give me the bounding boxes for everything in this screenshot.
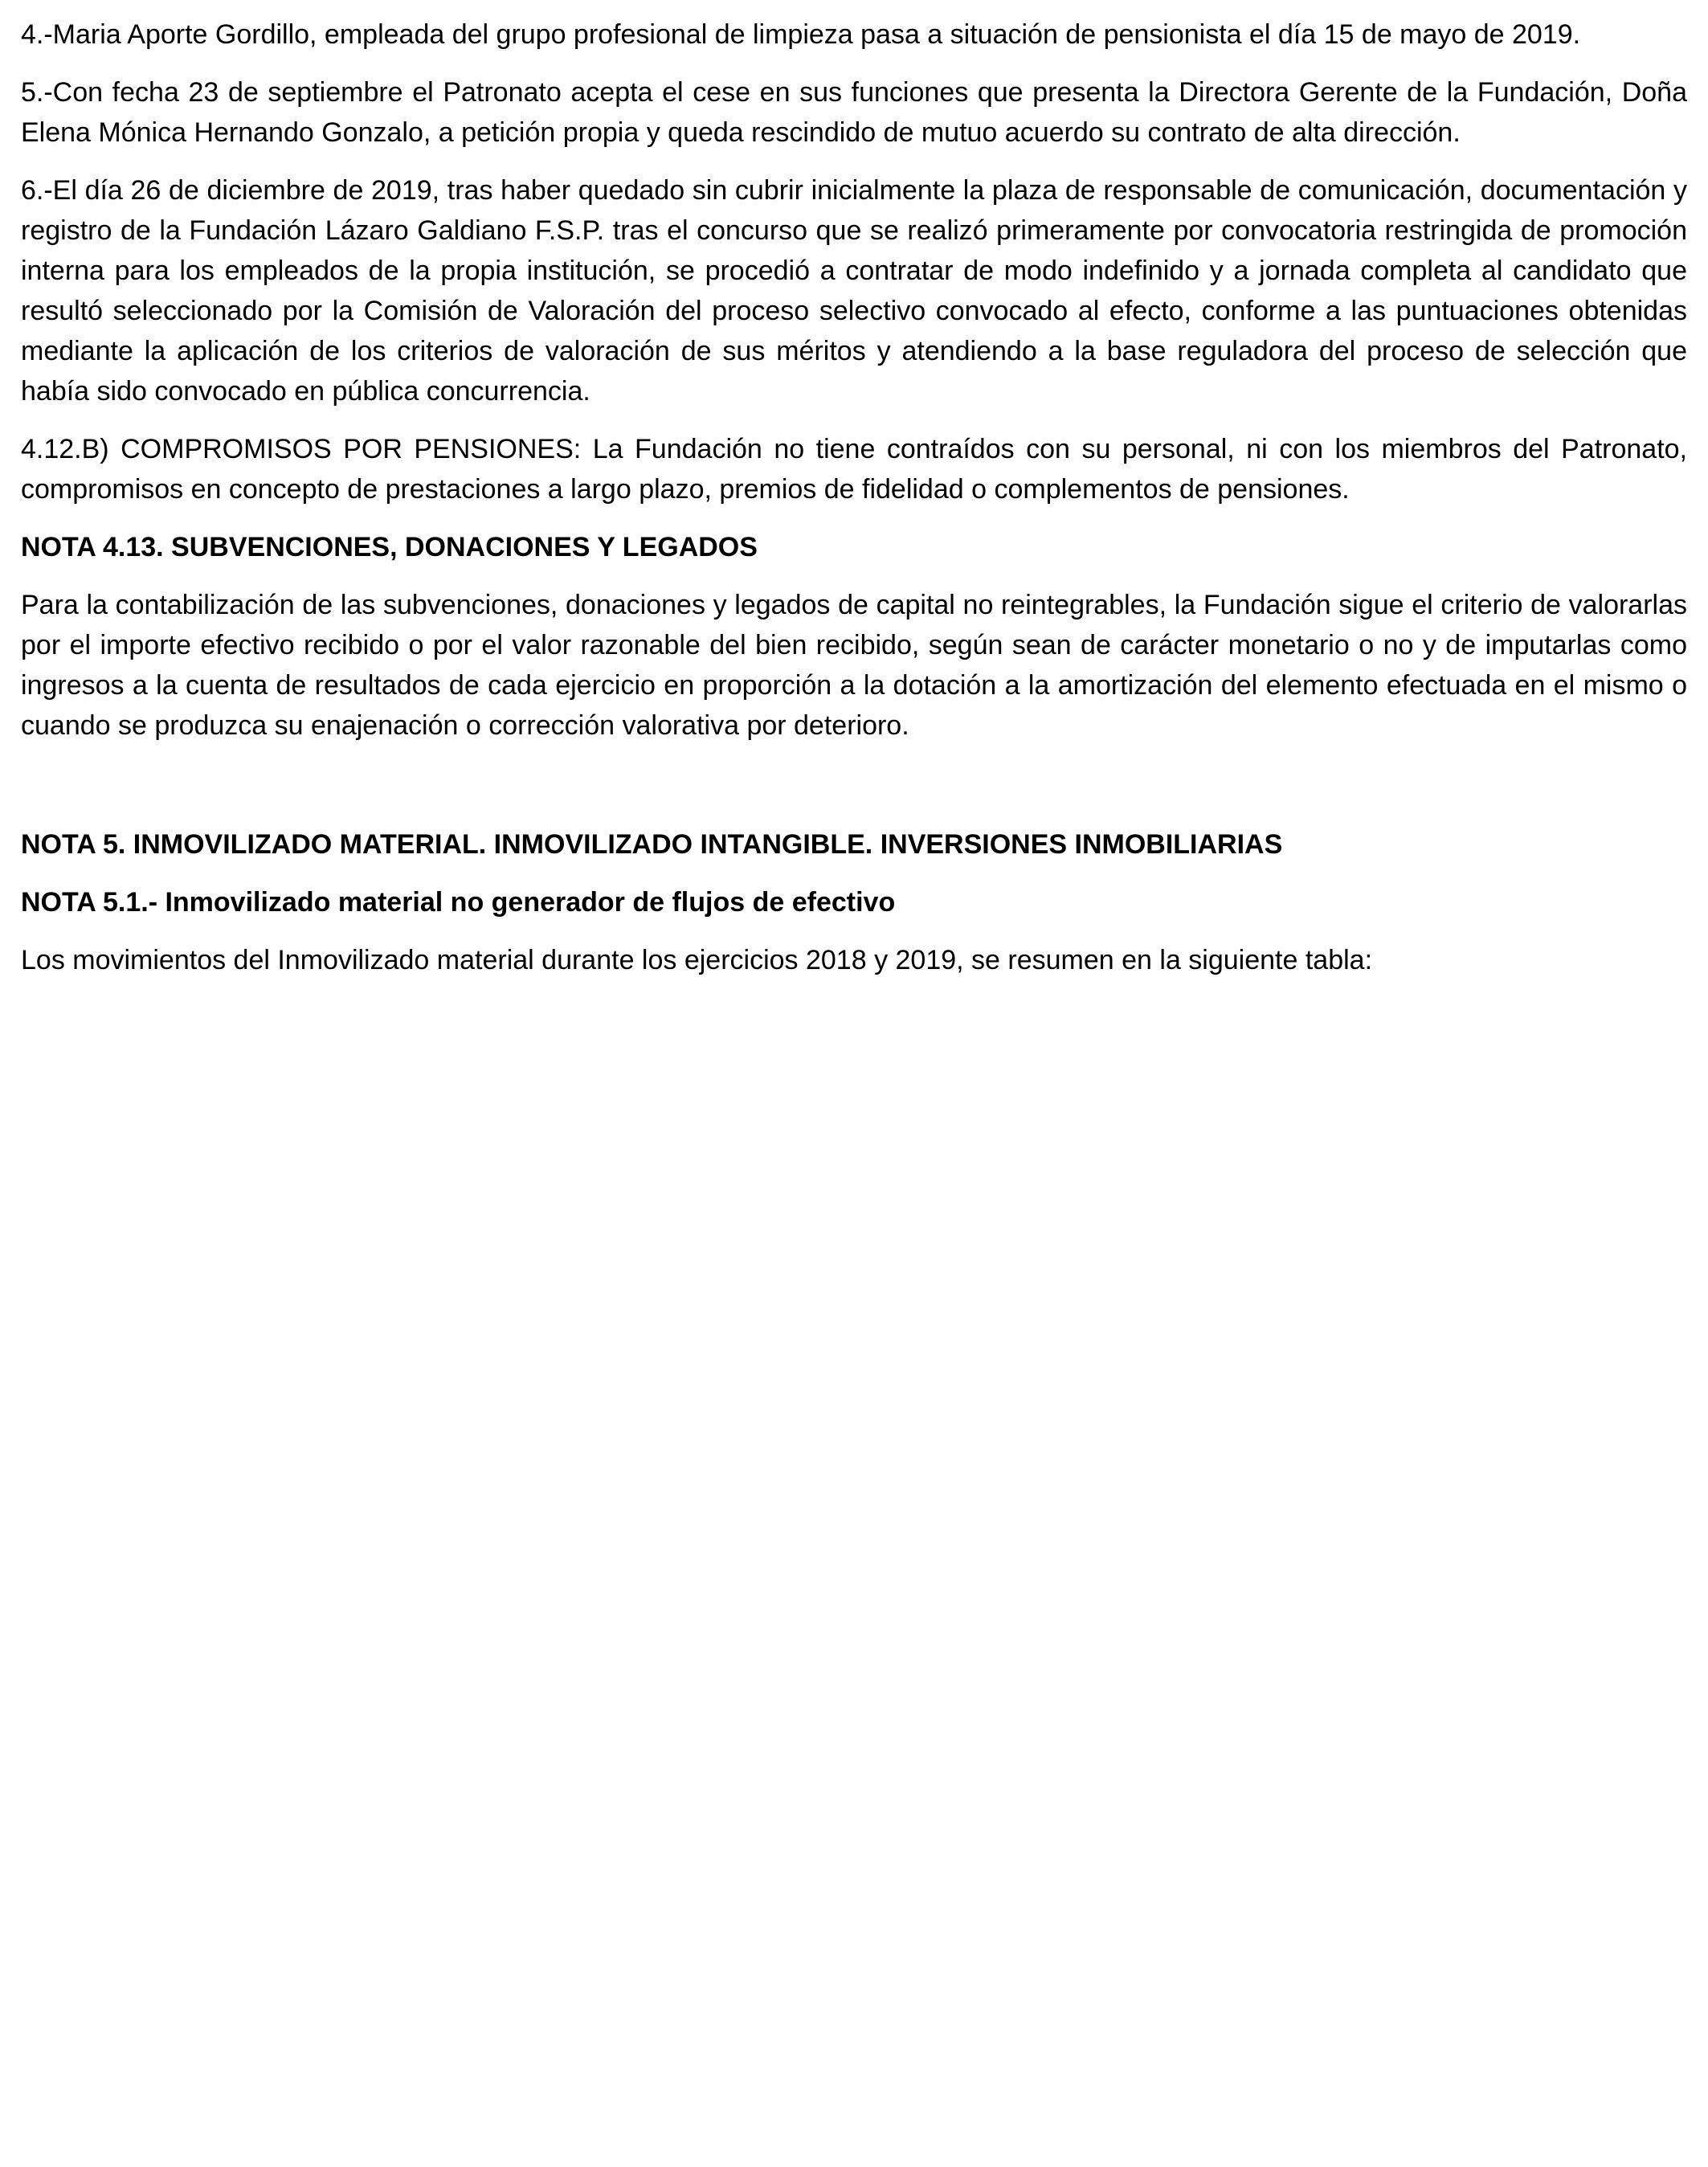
paragraph-pensionista: 4.-Maria Aporte Gordillo, empleada del grupo profesional de limpieza pasa a situación de pensionista el día 15 de mayo de 2019.: [21, 19, 1581, 50]
document-page: [21, 14, 1687, 998]
section-spacer: [21, 763, 1687, 824]
paragraph-movimientos: Los movimientos del Inmovilizado material durante los ejercicios 2018 y 2019, se resumen en la siguiente tabla:: [21, 945, 1373, 975]
paragraph-contratacion: 6.-El día 26 de diciembre de 2019, tras haber quedado sin cubrir inicialmente la plaza de responsable de comunicación, documentación y registro de la Fundación Lázaro Galdiano F.S.P. tras el concurso que se realizó primeramente por convocatoria restringida de promoción interna para los empleados de la propia institución, se procedió a contratar de modo indefinido y a jornada completa al candidato que resultó seleccionado por la Comisión de Valoración del proceso selectivo convocado al efecto, conforme a las puntuaciones obtenidas mediante la aplicación de los criterios de valoración de sus méritos y atendiendo a la base reguladora del proceso de selección que había sido convocado en pública concurrencia.: [21, 175, 1687, 407]
heading-nota-4-13: NOTA 4.13. SUBVENCIONES, DONACIONES Y LEGADOS: [21, 532, 758, 562]
paragraph-compromisos-pensiones: 4.12.B) COMPROMISOS POR PENSIONES: La Fundación no tiene contraídos con su personal, ni con los miembros del Patronato, compromisos en concepto de prestaciones a largo plazo, premios de fidelidad o complementos de pensiones.: [21, 434, 1687, 505]
heading-nota-5: NOTA 5. INMOVILIZADO MATERIAL. INMOVILIZADO INTANGIBLE. INVERSIONES INMOBILIARIAS: [21, 829, 1283, 860]
heading-nota-5-1: NOTA 5.1.- Inmovilizado material no generador de flujos de efectivo: [21, 887, 896, 918]
paragraph-cese-directora: 5.-Con fecha 23 de septiembre el Patronato acepta el cese en sus funciones que presenta la Directora Gerente de la Fundación, Doña Elena Mónica Hernando Gonzalo, a petición propia y queda rescindido de mutuo acuerdo su contrato de alta dirección.: [21, 77, 1687, 148]
paragraph-subvenciones: Para la contabilización de las subvenciones, donaciones y legados de capital no reintegrables, la Fundación sigue el criterio de valorarlas por el importe efectivo recibido o por el valor razonable del bien recibido, según sean de carácter monetario o no y de imputarlas como ingresos a la cuenta de resultados de cada ejercicio en proporción a la dotación a la amortización del elemento efectuada en el mismo o cuando se produzca su enajenación o corrección valorativa por deterioro.: [21, 590, 1687, 741]
